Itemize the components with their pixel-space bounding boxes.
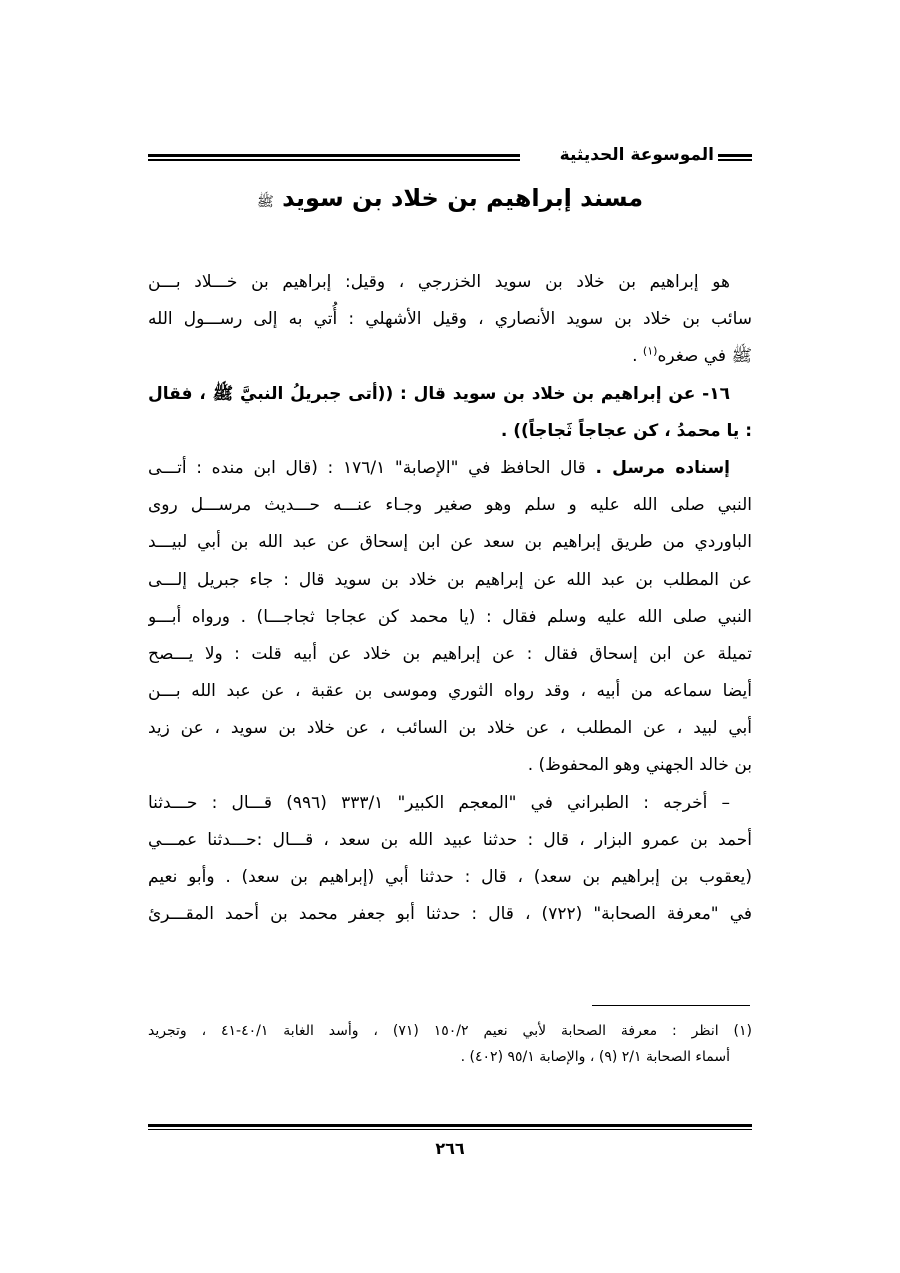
footnote-separator	[592, 1005, 750, 1006]
takhrij-line: – أخرجه : الطبراني في "المعجم الكبير" ٣٣٣/١ (٩٩٦) قـــال : حـــدثنا	[148, 792, 730, 813]
takhrij-line: (يعقوب بن إبراهيم بن سعد) ، قال : حدثنا أبي (إبراهيم بن سعد) . وأبو نعيم	[148, 867, 752, 887]
takhrij-line: أحمد بن عمرو البزار ، قال : حدثنا عبيد الله بن سعد ، قـــال :حـــدثنا عمـــي	[148, 829, 752, 850]
footer-rule	[148, 1124, 752, 1130]
footnote-line: أسماء الصحابة ٢/١ (٩) ، والإصابة ٩٥/١ (٤٠٢) .	[460, 1049, 730, 1065]
footnote-ref: (١)	[642, 344, 658, 358]
isnad-line: عن المطلب بن عبد الله عن إبراهيم بن خلاد بن سويد قال : جاء جبريل إلـــى	[148, 569, 752, 590]
isnad-line: تميلة عن ابن إسحاق فقال : عن إبراهيم بن خلاد عن أبيه قلت : ولا يـــصح	[148, 643, 752, 664]
hadith-text: ١٦- عن إبراهيم بن خلاد بن سويد قال : ((أتى جبريلُ النبيَّ ﷺ ، فقال	[148, 383, 730, 404]
isnad-line: أبي لبيد ، عن المطلب ، عن خلاد بن السائب ، عن خلاد بن سويد ، عن زيد	[148, 718, 752, 739]
intro-line: سائب بن خلاد بن سويد الأنصاري ، وقيل الأشهلي : أُتي به إلى رســـول الله	[148, 309, 752, 330]
isnad-line: الباوردي من طريق إبراهيم بن سعد عن ابن إسحاق عن عبد الله بن أبي لبيـــد	[148, 532, 752, 553]
intro-line-end: .	[632, 346, 643, 367]
isnad-line: بن خالد الجهني وهو المحفوظ) .	[527, 755, 752, 776]
isnad-line-text: قال الحافظ في "الإصابة" ١٧٦/١ : (قال ابن منده : أتـــى	[148, 457, 596, 478]
isnad-label: إسناده مرسل .	[595, 457, 730, 478]
isnad-line: أيضا سماعه من أبيه ، وقد رواه الثوري وموسى بن عقبة ، عن عبد الله بـــن	[148, 681, 752, 702]
intro-line: هو إبراهيم بن خلاد بن سويد الخزرجي ، وقيل: إبراهيم بن خـــلاد بـــن	[148, 272, 730, 292]
intro-line	[148, 338, 752, 375]
isnad-line	[148, 450, 752, 487]
takhrij-line: في "معرفة الصحابة" (٧٢٢) ، قال : حدثنا أبو جعفر محمد بن أحمد المقـــرئ	[148, 904, 752, 925]
header-rule-short	[718, 154, 752, 161]
footnotes	[148, 1018, 752, 1070]
hadith-text: : يا محمدُ ، كن عجاجاً ثَجاجاً)) .	[500, 420, 752, 441]
section-title-text: مسند إبراهيم بن خلاد بن سويد	[282, 184, 644, 212]
intro-line-text: ﷺ في صغره	[657, 346, 752, 367]
isnad-line: النبي صلى الله عليه و سلم وهو صغير وجـاء عنـــه حـــديث مرســـل روى	[148, 495, 752, 516]
running-title: الموسوعة الحديثية	[559, 145, 714, 165]
section-title	[148, 184, 752, 213]
honorific-symbol: ﷺ	[256, 194, 274, 210]
isnad-line: النبي صلى الله عليه وسلم فقال : (يا محمد كن عجاجا ثجاجـــا) . ورواه أبـــو	[148, 606, 752, 627]
header-rule-long	[148, 154, 520, 161]
footnote-line: (١) انظر : معرفة الصحابة لأبي نعيم ١٥٠/٢ (٧١) ، وأسد الغابة ٤٠/١-٤١ ، وتجريد	[148, 1023, 752, 1039]
page-number: ٢٦٦	[435, 1139, 465, 1158]
main-text	[148, 264, 752, 933]
running-header	[148, 145, 752, 171]
